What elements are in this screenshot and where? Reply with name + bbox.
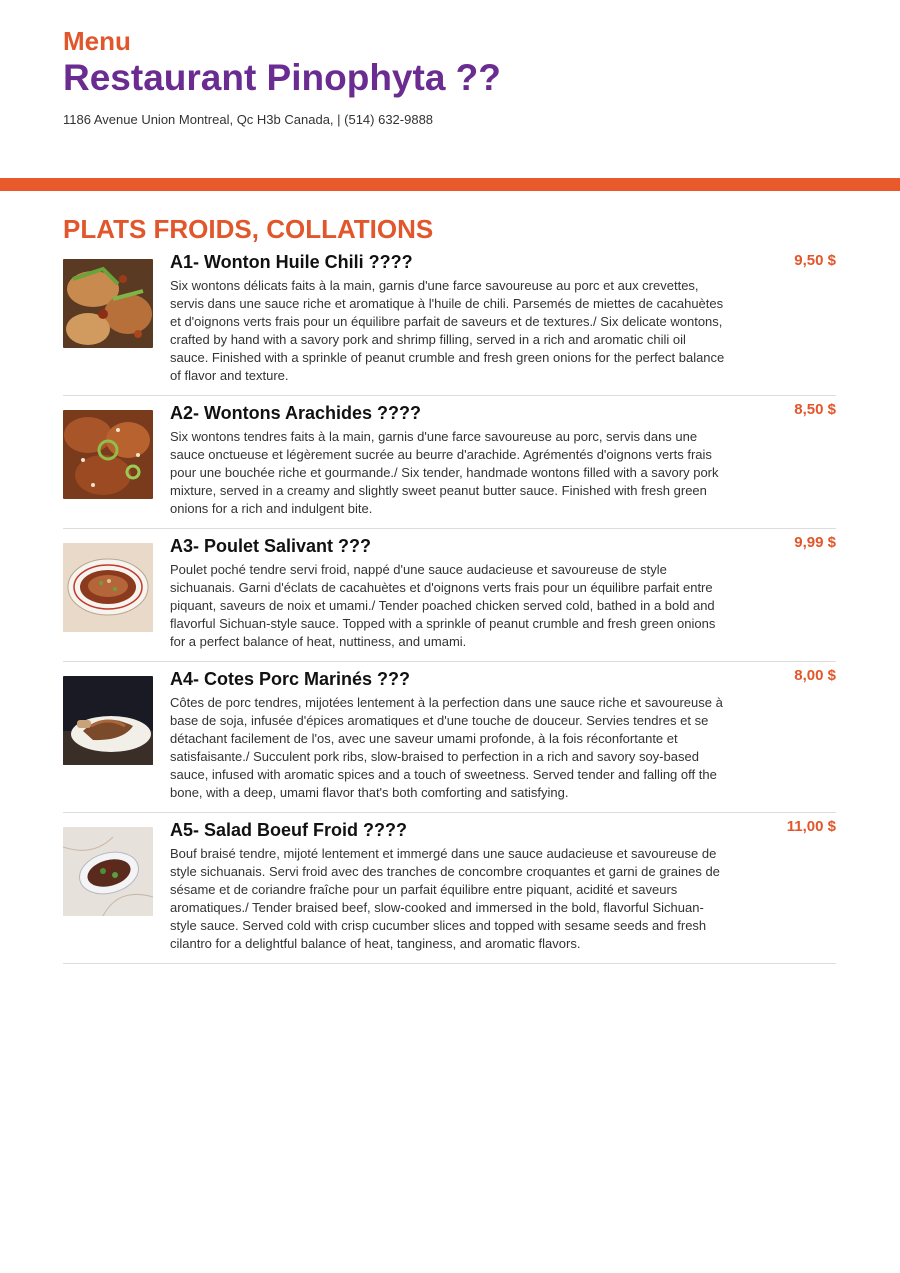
item-name: A1- Wonton Huile Chili ???? [170, 252, 413, 272]
menu-item [63, 662, 836, 813]
menu-item [63, 813, 836, 964]
item-description: Six wontons délicats faits à la main, garnis d'une farce savoureuse au porc et aux crevettes, servis dans une sauce riche et aromatique à l'huile de chili. Parsemés de miettes de cacahuètes et d'oignons verts frais pour un équilibre parfait de saveurs et de textures./ Six delicate wontons, crafted by hand with a savory pork and shrimp filling, served in a rich and aromatic chili oil sauce. Finished with a sprinkle of peanut crumble and fresh green onions for the perfect balance of flavor and texture. [170, 278, 725, 383]
menu-item [63, 251, 836, 396]
item-name: A5- Salad Boeuf Froid ???? [170, 820, 407, 840]
item-name: A4- Cotes Porc Marinés ??? [170, 669, 411, 689]
item-name: A2- Wontons Arachides ???? [170, 403, 422, 423]
header-divider-bar [0, 178, 900, 191]
menu-item-list [63, 251, 836, 964]
menu-section-cold-dishes [63, 213, 836, 964]
item-price: 8,00 $ [794, 667, 836, 684]
item-price: 9,50 $ [794, 252, 836, 269]
menu-header [63, 26, 843, 128]
wonton-chili-oil-photo [63, 259, 153, 348]
restaurant-name: Restaurant Pinophyta ?? [63, 57, 501, 98]
item-price: 11,00 $ [786, 818, 836, 835]
item-description: Poulet poché tendre servi froid, nappé d'une sauce audacieuse et savoureuse de style sichuanais. Garni d'éclats de cacahuètes et d'oignons verts frais pour un équilibre parfait entre piquant, saveurs de noix et umami./ Tender poached chicken served cold, bathed in a bold and flavorful Sichuan-style sauce. Topped with a sprinkle of peanut crumble and fresh green onions for a perfect balance of heat, nuttiness, and umami. [170, 562, 716, 649]
item-description: Bouf braisé tendre, mijoté lentement et immergé dans une sauce audacieuse et savoureuse de style sichuanais. Servi froid avec des tranches de concombre croquantes et garni de graines de sésame et de coriandre fraîche pour un parfait équilibre entre piquant, acidité et saveurs aromatiques./ Tender braised beef, slow-cooked and immersed in the bold, flavorful Sichuan-style sauce. Served cold with crisp cucumber slices and topped with sesame seeds and fresh cilantro for a delightful balance of heat, tanginess, and aromatic flavors. [170, 846, 720, 951]
item-price: 9,99 $ [794, 534, 836, 551]
menu-label: Menu [63, 26, 131, 56]
item-description: Côtes de porc tendres, mijotées lentement à la perfection dans une sauce riche et savoureuse à base de soja, infusée d'épices aromatiques et d'une touche de douceur. Servies tendres et se détachant facilement de l'os, avec une saveur umami profonde, à la fois réconfortante et satisfaisante./ Succulent pork ribs, slow-braised to perfection in a rich and savory soy-based sauce, infused with aromatic spices and a touch of sweetness. Served tender and falling off the bone, with a deep, umami flavor that's both comforting and satisfying. [170, 695, 723, 800]
cold-beef-salad-photo [63, 827, 153, 916]
marinated-pork-ribs-photo [63, 676, 153, 765]
item-description: Six wontons tendres faits à la main, garnis d'une farce savoureuse au porc, servis dans une sauce onctueuse et légèrement sucrée au beurre d'arachide. Agrémentés d'oignons verts frais pour une bouchée riche et gourmande./ Six tender, handmade wontons filled with a savory pork mixture, served in a creamy and slightly sweet peanut butter sauce. Finished with fresh green onions for a rich and indulgent bite. [170, 429, 719, 516]
item-name: A3- Poulet Salivant ??? [170, 536, 372, 556]
salivating-chicken-photo [63, 543, 153, 632]
menu-item [63, 529, 836, 662]
wonton-peanut-photo [63, 410, 153, 499]
item-price: 8,50 $ [794, 401, 836, 418]
section-title: PLATS FROIDS, COLLATIONS [63, 214, 434, 244]
menu-item [63, 396, 836, 529]
restaurant-address: 1186 Avenue Union Montreal, Qc H3b Canada, | (514) 632-9888 [63, 112, 434, 127]
